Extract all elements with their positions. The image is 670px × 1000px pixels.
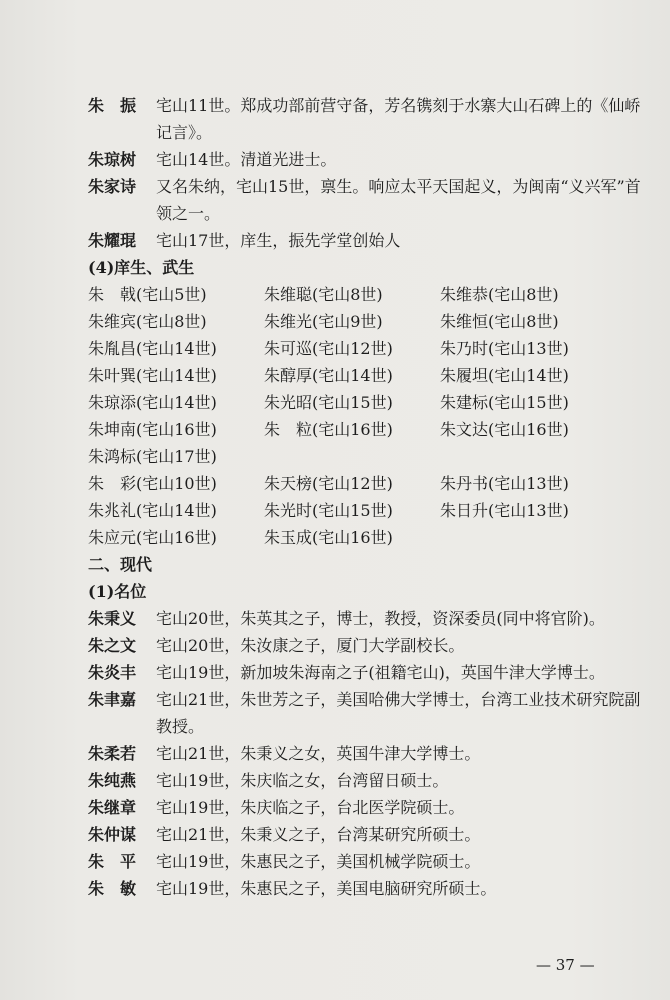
grid-cell: 朱 粒(宅山16世) — [264, 420, 393, 439]
entry-name: 朱仲谋 — [88, 825, 137, 844]
grid-row — [88, 362, 648, 389]
entry-description: 宅山14世。清道光进士。 — [156, 150, 337, 169]
grid-cell: 朱丹书(宅山13世) — [440, 474, 569, 493]
page-content — [88, 92, 648, 902]
entry-name: 朱琼树 — [88, 150, 137, 169]
grid-row — [88, 524, 648, 551]
grid-cell — [440, 443, 616, 470]
grid-cell: 朱 戟(宅山5世) — [88, 285, 207, 304]
grid-cell: 朱天榜(宅山12世) — [264, 474, 393, 493]
section-heading-1: (1)名位 — [88, 582, 147, 601]
notable-list-top — [88, 92, 648, 254]
student-grid — [88, 281, 648, 551]
grid-cell: 朱履坦(宅山14世) — [440, 366, 569, 385]
grid-cell: 朱叶巽(宅山14世) — [88, 366, 217, 385]
entry-description: 宅山21世，朱秉义之子，台湾某研究所硕士。 — [156, 825, 481, 844]
entry — [88, 173, 648, 227]
entry-name: 朱纯燕 — [88, 771, 137, 790]
grid-cell: 朱建标(宅山15世) — [440, 393, 569, 412]
grid-cell: 朱坤南(宅山16世) — [88, 420, 217, 439]
grid-row — [88, 308, 648, 335]
entry-name: 朱之文 — [88, 636, 137, 655]
entry-name: 朱继章 — [88, 798, 137, 817]
entry-description: 宅山19世，朱庆临之女，台湾留日硕士。 — [156, 771, 449, 790]
grid-cell: 朱维光(宅山9世) — [264, 312, 383, 331]
entry-description: 宅山11世。郑成功部前营守备，芳名镌刻于水寨大山石碑上的《仙峤记言》。 — [156, 96, 641, 142]
page-number: — 37 — — [536, 956, 595, 974]
entry — [88, 659, 648, 686]
entry-description: 宅山19世，朱惠民之子，美国电脑研究所硕士。 — [156, 879, 497, 898]
entry-description: 宅山17世，庠生，振先学堂创始人 — [156, 231, 401, 250]
notable-list-modern — [88, 605, 648, 902]
entry — [88, 821, 648, 848]
entry — [88, 875, 648, 902]
grid-row — [88, 389, 648, 416]
grid-cell: 朱光时(宅山15世) — [264, 501, 393, 520]
entry-description: 宅山20世，朱汝康之子，厦门大学副校长。 — [156, 636, 465, 655]
grid-cell: 朱文达(宅山16世) — [440, 420, 569, 439]
entry-name: 朱聿嘉 — [88, 690, 137, 709]
grid-cell — [440, 524, 616, 551]
grid-cell: 朱 彩(宅山10世) — [88, 474, 217, 493]
entry-name: 朱家诗 — [88, 177, 137, 196]
entry-name: 朱 平 — [88, 852, 137, 871]
entry — [88, 227, 648, 254]
grid-cell: 朱可巡(宅山12世) — [264, 339, 393, 358]
entry — [88, 767, 648, 794]
entry-name: 朱柔若 — [88, 744, 137, 763]
grid-cell: 朱玉成(宅山16世) — [264, 528, 393, 547]
grid-cell: 朱胤昌(宅山14世) — [88, 339, 217, 358]
grid-row — [88, 497, 648, 524]
grid-cell: 朱乃时(宅山13世) — [440, 339, 569, 358]
grid-cell: 朱应元(宅山16世) — [88, 528, 217, 547]
grid-cell: 朱醇厚(宅山14世) — [264, 366, 393, 385]
entry-description: 宅山19世，朱庆临之子，台北医学院硕士。 — [156, 798, 465, 817]
section-heading-modern: 二、现代 — [88, 555, 153, 574]
entry-name: 朱炎丰 — [88, 663, 137, 682]
entry — [88, 632, 648, 659]
entry — [88, 686, 648, 740]
entry-description: 宅山19世，朱惠民之子，美国机械学院硕士。 — [156, 852, 481, 871]
entry-name: 朱 振 — [88, 96, 137, 115]
entry — [88, 92, 648, 146]
entry — [88, 146, 648, 173]
grid-row — [88, 470, 648, 497]
entry-description: 又名朱纳，宅山15世，禀生。响应太平天国起义，为闽南“义兴军”首领之一。 — [156, 177, 641, 223]
entry-name: 朱 敏 — [88, 879, 137, 898]
grid-cell: 朱日升(宅山13世) — [440, 501, 569, 520]
grid-cell: 朱维聪(宅山8世) — [264, 285, 383, 304]
section-heading-4: (4)庠生、武生 — [88, 258, 195, 277]
grid-cell: 朱兆礼(宅山14世) — [88, 501, 217, 520]
grid-row — [88, 335, 648, 362]
grid-cell: 朱维宾(宅山8世) — [88, 312, 207, 331]
grid-cell: 朱琼添(宅山14世) — [88, 393, 217, 412]
grid-cell: 朱光昭(宅山15世) — [264, 393, 393, 412]
grid-cell: 朱鸿标(宅山17世) — [88, 447, 217, 466]
entry-description: 宅山21世，朱世芳之子，美国哈佛大学博士，台湾工业技术研究院副教授。 — [156, 690, 641, 736]
entry-name: 朱秉义 — [88, 609, 137, 628]
entry — [88, 740, 648, 767]
entry-description: 宅山20世，朱英其之子，博士，教授，资深委员(同中将官阶)。 — [156, 609, 605, 628]
entry-description: 宅山19世，新加坡朱海南之子(祖籍宅山)，英国牛津大学博士。 — [156, 663, 605, 682]
entry-description: 宅山21世，朱秉义之女，英国牛津大学博士。 — [156, 744, 481, 763]
grid-cell: 朱维恭(宅山8世) — [440, 285, 559, 304]
grid-row — [88, 443, 648, 470]
grid-cell — [264, 443, 440, 470]
grid-row — [88, 416, 648, 443]
entry-name: 朱耀琨 — [88, 231, 137, 250]
grid-row — [88, 281, 648, 308]
grid-cell: 朱维恒(宅山8世) — [440, 312, 559, 331]
entry — [88, 605, 648, 632]
entry — [88, 794, 648, 821]
entry — [88, 848, 648, 875]
